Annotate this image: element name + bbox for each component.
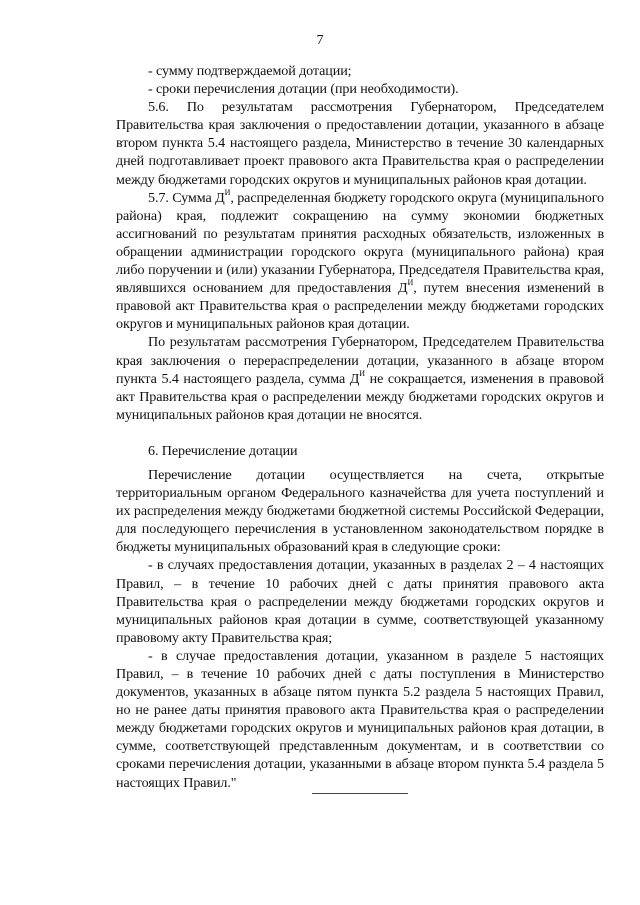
paragraph <box>116 189 604 334</box>
paragraph <box>116 647 604 792</box>
text-run: 5.6. По результатам рассмотрения Губернатором, Председателем Правительства края заключения о предоставлении дотации, указанного в абзаце втором пункта 5.4 настоящего раздела, Министерство в течение 30 календарных дней подготавливает проект правового акта Правительства края о распределении между бюджетами городских округов и муниципальных районов края дотации. <box>116 99 604 188</box>
paragraph <box>116 333 604 423</box>
text-run: По результатам рассмотрения Губернатором, Председателем Правительства края заключения о перераспределении дотации, указанного в абзаце втором пункта 5.4 настоящего раздела, сумма Д <box>116 334 604 387</box>
text-run: , распределенная бюджету городского округа (муниципального района) края, подлежит сокращению на сумму экономии бюджетных ассигнований по результатам принятия расходных обязательств, изложенных в обращении администрации городского округа (муниципального района) края либо поручении и (или) указании Губернатора, Председателя Правительства края, являвшихся основанием для предоставления Д <box>116 189 605 297</box>
text-run: - в случаях предоставления дотации, указанных в разделах 2 – 4 настоящих Правил, – в течение 10 рабочих дней с даты принятия правового акта Правительства края о распределении между бюджетами городских округов и муниципальных районов края дотации в сумме, соответствующей указанному правовому акту Правительства края; <box>116 557 604 646</box>
text-run: 6. Перечисление дотации <box>148 442 298 459</box>
paragraph <box>116 62 604 80</box>
superscript: И <box>224 187 231 197</box>
text-run: 5.7. Сумма Д <box>148 189 225 206</box>
paragraph <box>116 556 604 646</box>
superscript: И <box>359 368 365 378</box>
text-run: - сроки перечисления дотации (при необходимости). <box>148 81 459 98</box>
document-body <box>116 62 604 792</box>
end-divider <box>312 793 408 794</box>
text-run: не сокращается, изменения в правовой акт Правительства края о распределении между бюджетами городских округов и муниципальных районов края дотации не вносятся. <box>116 370 604 423</box>
paragraph <box>116 466 604 556</box>
text-run: - сумму подтверждаемой дотации; <box>148 63 352 79</box>
paragraph <box>116 98 604 188</box>
text-run: , путем внесения изменений в правовой акт Правительства края о распределении между бюджетами городских округов и муниципальных районов края дотации. <box>116 280 604 333</box>
text-run: - в случае предоставления дотации, указанном в разделе 5 настоящих Правил, – в течение 10 рабочих дней с даты поступления в Министерство документов, указанных в абзаце пятом пункта 5.2 раздела 5 настоящих Правил, но не ранее даты принятия правового акта Правительства края о распределении между бюджетами городских округов и муниципальных районов края дотации, в сумме, соответствующей представленным документам, и в соответствии со сроками перечисления дотации, указанными в абзаце втором пункта 5.4 раздела 5 настоящих Правил." <box>116 647 604 791</box>
paragraph <box>116 80 604 98</box>
page-number: 7 <box>316 33 324 48</box>
superscript: И <box>407 278 414 288</box>
section-heading <box>116 442 604 460</box>
text-run: Перечисление дотации осуществляется на счета, открытые территориальным органом Федерального казначейства для учета поступлений и их распределения между бюджетами бюджетной системы Российской Федерации, для последующего перечисления в установленном законодательством порядке в бюджеты муниципальных образований края в следующие сроки: <box>116 466 604 556</box>
